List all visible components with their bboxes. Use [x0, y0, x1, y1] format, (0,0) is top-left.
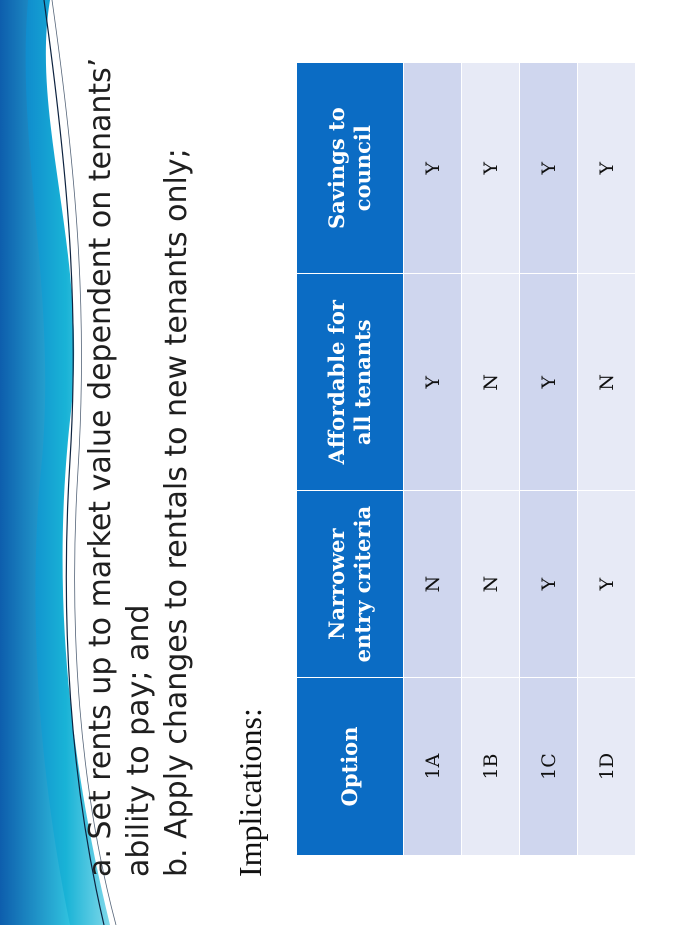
table-row [578, 63, 636, 855]
table-header-row [297, 63, 404, 855]
cell-option: 1C [520, 677, 578, 855]
cell-savings: Y [578, 63, 636, 274]
header-affordable-line2: all tenants [350, 319, 375, 446]
cell-narrower: N [404, 491, 462, 678]
header-narrower-line2: entry criteria [350, 505, 375, 663]
body-line-a2: ability to pay; and [121, 604, 156, 877]
cell-narrower: N [462, 491, 520, 678]
header-savings-line1: Savings to [324, 107, 349, 230]
cell-option: 1B [462, 677, 520, 855]
cell-option: 1A [404, 677, 462, 855]
cell-savings: Y [404, 63, 462, 274]
cell-narrower: Y [520, 491, 578, 678]
cell-option: 1D [578, 677, 636, 855]
header-option [297, 677, 404, 855]
body-line-b: b. Apply changes to rentals to new tenants only; [159, 148, 194, 877]
body-line-a1: a. Set rents up to market value dependent on tenants’ [83, 57, 118, 877]
header-affordable-for-all-tenants [297, 274, 404, 491]
table-row [404, 63, 462, 855]
cell-affordable: N [462, 274, 520, 491]
cell-affordable: N [578, 274, 636, 491]
header-savings-line2: council [350, 125, 375, 212]
header-narrower-entry-criteria [297, 491, 404, 678]
cell-affordable: Y [404, 274, 462, 491]
cell-savings: Y [462, 63, 520, 274]
options-table [297, 63, 635, 855]
cell-savings: Y [520, 63, 578, 274]
implications-heading: Implications: [232, 708, 268, 877]
header-affordable-line1: Affordable for [324, 300, 349, 465]
table-row [462, 63, 520, 855]
body-text [82, 57, 196, 877]
header-narrower-line1: Narrower [324, 528, 349, 640]
cell-narrower: Y [578, 491, 636, 678]
cell-affordable: Y [520, 274, 578, 491]
header-savings-to-council [297, 63, 404, 274]
table-row [520, 63, 578, 855]
header-option-label: Option [337, 726, 362, 807]
